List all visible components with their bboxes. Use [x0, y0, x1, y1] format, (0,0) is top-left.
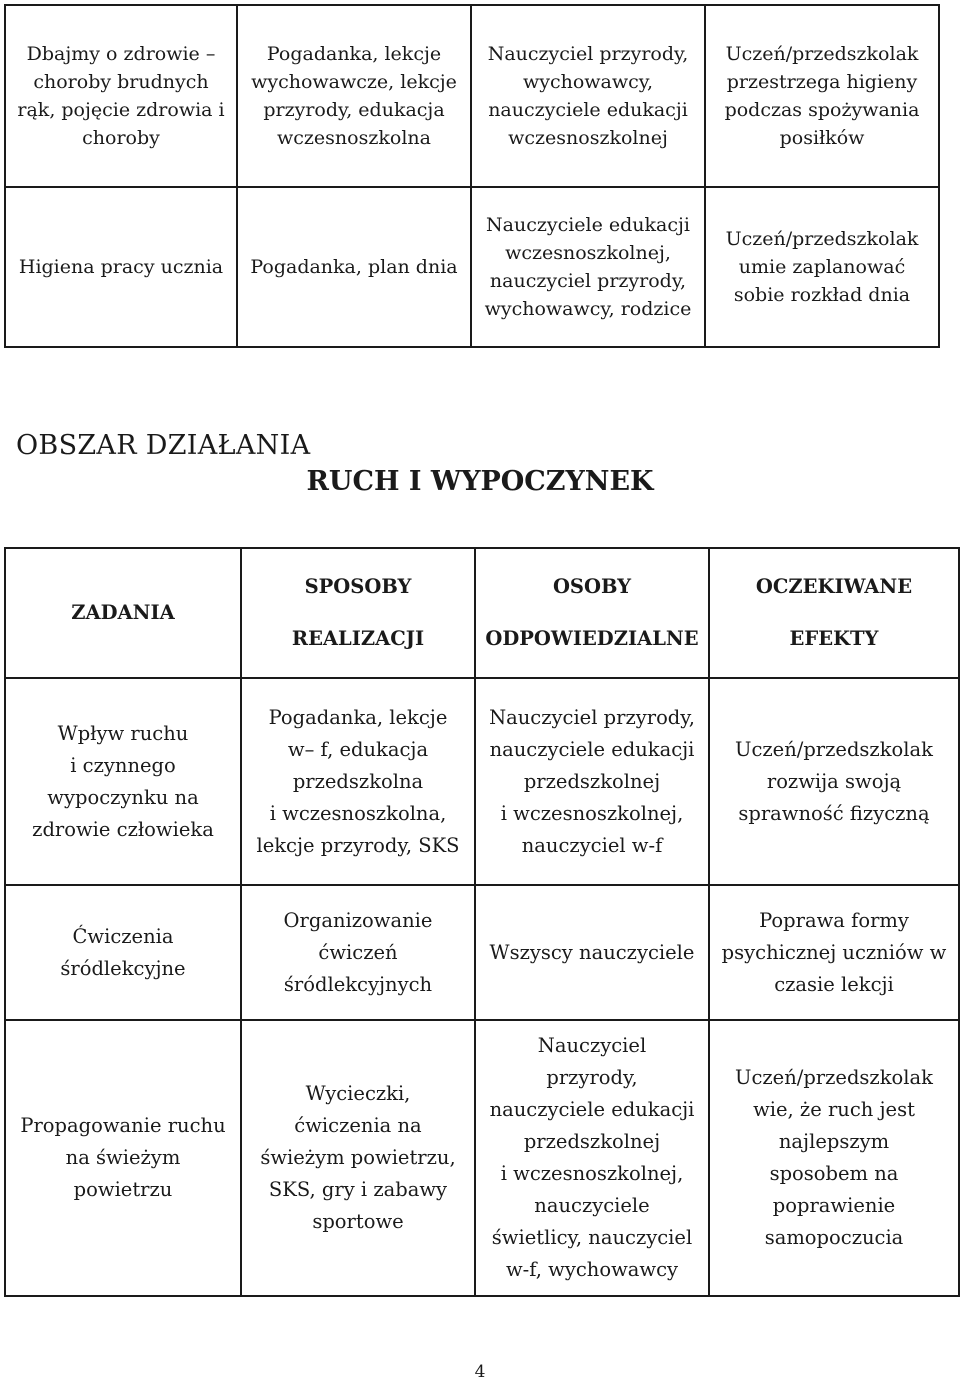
- page-number: 4: [474, 1362, 486, 1382]
- effect-cell: Uczeń/przedszkolak umie zaplanować sobie rozkład dnia: [705, 187, 939, 347]
- responsible-cell: Nauczyciele edukacji wczesnoszkolnej, nauczyciel przyrody, wychowawcy, rodzice: [471, 187, 705, 347]
- area-label: OBSZAR DZIAŁANIA: [16, 430, 311, 461]
- method-cell: Organizowanie ćwiczeń śródlekcyjnych: [241, 885, 475, 1020]
- table-row: [5, 5, 939, 187]
- task-cell: Propagowanie ruchu na świeżym powietrzu: [5, 1020, 241, 1296]
- task-cell: Wpływ ruchu i czynnego wypoczynku na zdrowie człowieka: [5, 678, 241, 885]
- method-cell: Pogadanka, lekcje w– f, edukacja przedszkolna i wczesnoszkolna, lekcje przyrody, SKS: [241, 678, 475, 885]
- task-cell: Dbajmy o zdrowie – choroby brudnych rąk, pojęcie zdrowia i choroby: [5, 5, 237, 187]
- column-header-responsible: OSOBY ODPOWIEDZIALNE: [475, 548, 709, 678]
- effect-cell: Uczeń/przedszkolak wie, że ruch jest najlepszym sposobem na poprawienie samopoczucia: [709, 1020, 959, 1296]
- table-row: [5, 678, 959, 885]
- effect-cell: Poprawa formy psychicznej uczniów w czasie lekcji: [709, 885, 959, 1020]
- method-cell: Wycieczki, ćwiczenia na świeżym powietrzu, SKS, gry i zabawy sportowe: [241, 1020, 475, 1296]
- column-header-effects: OCZEKIWANE EFEKTY: [709, 548, 959, 678]
- responsible-cell: Nauczyciel przyrody, nauczyciele edukacji przedszkolnej i wczesnoszkolnej, nauczyciel w-f: [475, 678, 709, 885]
- responsible-cell: Nauczyciel przyrody, nauczyciele edukacji przedszkolnej i wczesnoszkolnej, nauczyciele świetlicy, nauczyciel w-f, wychowawcy: [475, 1020, 709, 1296]
- task-cell: Higiena pracy ucznia: [5, 187, 237, 347]
- table-row: [5, 885, 959, 1020]
- health-tasks-table: [4, 4, 940, 348]
- table-header-row: [5, 548, 959, 678]
- method-cell: Pogadanka, plan dnia: [237, 187, 471, 347]
- table-row: [5, 1020, 959, 1296]
- column-header-methods: SPOSOBY REALIZACJI: [241, 548, 475, 678]
- effect-cell: Uczeń/przedszkolak rozwija swoją sprawność fizyczną: [709, 678, 959, 885]
- column-header-tasks: ZADANIA: [5, 548, 241, 678]
- area-title: RUCH I WYPOCZYNEK: [306, 466, 654, 497]
- responsible-cell: Nauczyciel przyrody, wychowawcy, nauczyciele edukacji wczesnoszkolnej: [471, 5, 705, 187]
- method-cell: Pogadanka, lekcje wychowawcze, lekcje przyrody, edukacja wczesnoszkolna: [237, 5, 471, 187]
- movement-rest-table: [4, 547, 960, 1297]
- task-cell: Ćwiczenia śródlekcyjne: [5, 885, 241, 1020]
- effect-cell: Uczeń/przedszkolak przestrzega higieny podczas spożywania posiłków: [705, 5, 939, 187]
- responsible-cell: Wszyscy nauczyciele: [475, 885, 709, 1020]
- table-row: [5, 187, 939, 347]
